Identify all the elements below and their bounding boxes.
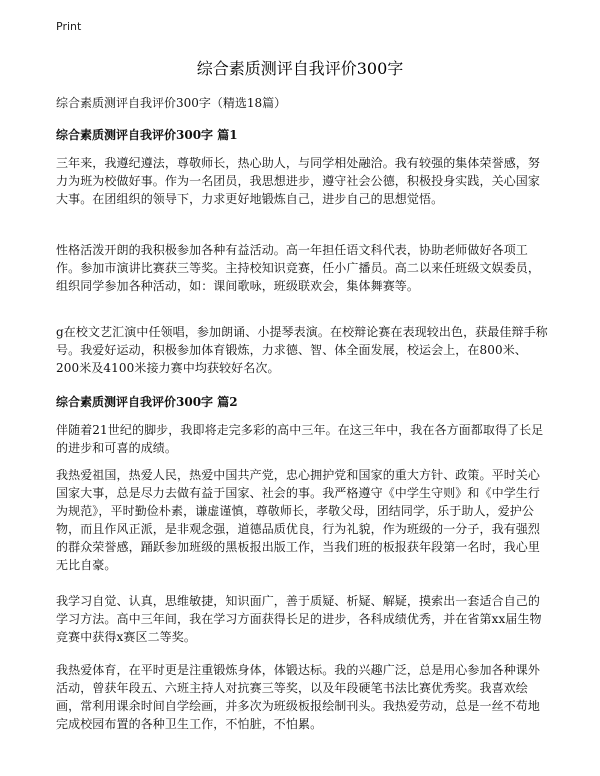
section-1-paragraph-3: g在校文艺汇演中任领唱，参加朗诵、小提琴表演。在校辩论赛在表现较出色，获最佳辩手称号。我爱好运动，积极参加体育锻炼，力求德、智、体全面发展，校运会上，在800米、200米及4100米接力赛中均获较好名次。 [56, 325, 548, 375]
section-heading-2: 综合素质测评自我评价300字 篇2 [56, 395, 238, 409]
document-title: 综合素质测评自我评价300字 [196, 59, 404, 78]
print-link[interactable]: Print [56, 20, 82, 33]
section-1-paragraph-2: 性格活泼开朗的我积极参加各种有益活动。高一年担任语文科代表，协助老师做好各项工作。参加市演讲比赛获三等奖。主持校知识竞赛，任小广播员。高二以来任班级文娱委员，组织同学参加各种活动，如：课间歌咏，班级联欢会，集体舞赛等。 [56, 243, 541, 293]
section-2-paragraph-3: 我学习自觉、认真，思维敏捷，知识面广，善于质疑、析疑、解疑，摸索出一套适合自己的学习方法。高中三年间，我在学习方面获得长足的进步，各科成绩优秀，并在省第xx届生物竞赛中获得x赛区二等奖。 [56, 594, 542, 644]
section-2-paragraph-4: 我热爱体育，在平时更是注重锻炼身体，体锻达标。我的兴趣广泛，总是用心参加各种课外活动，曾获年段五、六班主持人对抗赛三等奖，以及年段硬笔书法比赛优秀奖。我喜欢绘画，常利用课余时间自学绘画，并多次为班级板报绘制刊头。我热爱劳动，总是一丝不苟地完成校园布置的各种卫生工作，不怕脏，不怕累。 [56, 663, 541, 731]
section-2-paragraph-2: 我热爱祖国，热爱人民，热爱中国共产党，忠心拥护党和国家的重大方针、政策。平时关心国家大事，总是尽力去做有益于国家、社会的事。我严格遵守《中学生守则》和《中学生行为规范》，平时勤俭朴素，谦虚谨慎，尊敬师长，孝敬父母，团结同学，乐于助人，爱护公物，而且作风正派，是非观念强，道德品质优良，行为礼貌，作为班级的一分子，我有强烈的群众荣誉感，踊跃参加班级的黑板报出版工作，当我们班的板报获年段第一名时，我心里无比自豪。 [56, 468, 541, 572]
section-heading-1: 综合素质测评自我评价300字 篇1 [56, 128, 238, 142]
document-subtitle: 综合素质测评自我评价300字（精选18篇） [56, 96, 287, 110]
section-2-paragraph-1: 伴随着21世纪的脚步，我即将走完多彩的高中三年。在这三年中，我在各方面都取得了长足的进步和可喜的成绩。 [56, 423, 544, 455]
section-1-paragraph-1: 三年来，我遵纪遵法，尊敬师长，热心助人，与同学相处融洽。我有较强的集体荣誉感，努力为班为校做好事。作为一名团员，我思想进步，遵守社会公德，积极投身实践，关心国家大事。在团组织的领导下，力求更好地锻炼自己，进步自己的思想觉悟。 [56, 156, 541, 206]
